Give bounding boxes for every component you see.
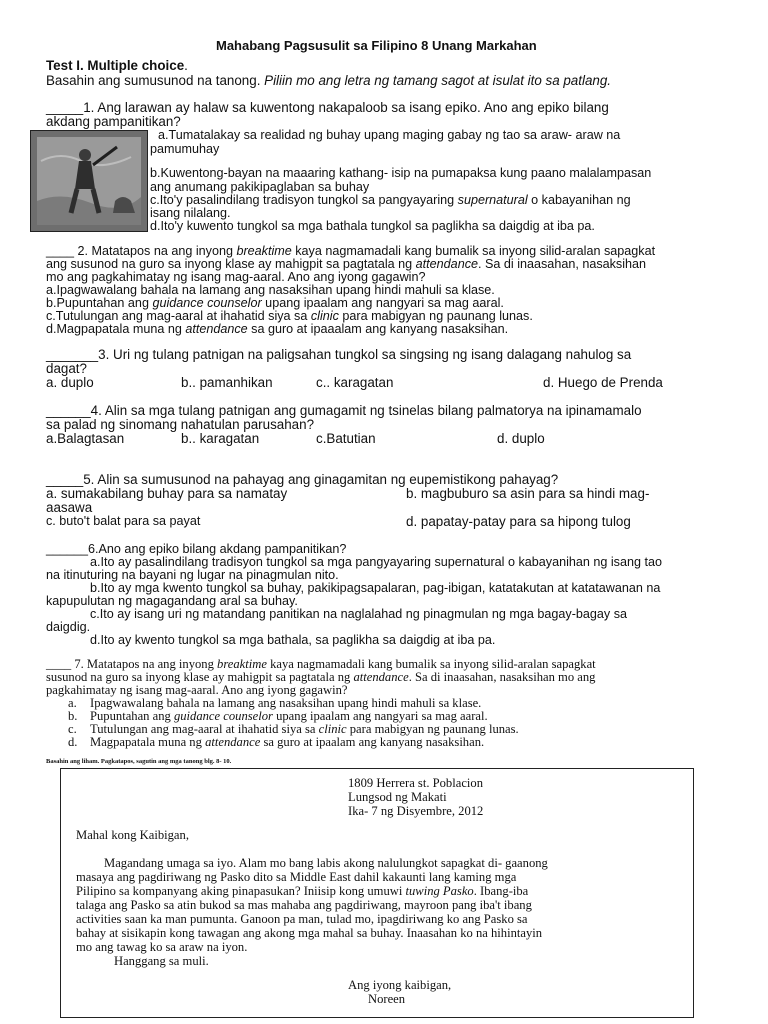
letter-signoff: Ang iyong kaibigan, xyxy=(348,978,452,992)
q2-stem-line1: ____ 2. Matatapos na ang inyong breaktime kaya nagmamadali kang bumalik sa inyong silid-aralan sapagkat xyxy=(46,244,656,258)
q1-option-a-line2: pamumuhay xyxy=(150,142,220,156)
q5-option-b-line2: aasawa xyxy=(46,500,93,515)
q5-option-a: a. sumakabilang buhay para sa namatay xyxy=(46,486,288,501)
q2-stem-line3: mo ang pagkahimatay ng isang mag-aaral. Ano ang iyong gagawin? xyxy=(46,270,426,284)
letter-greeting: Mahal kong Kaibigan, xyxy=(76,828,189,842)
q4-option-c: c.Batutian xyxy=(316,431,376,446)
q6-option-b-line1: b.Ito ay mga kwento tungkol sa buhay, pakikipagsapalaran, pag-ibigan, katatakutan at katatawanan na xyxy=(90,581,661,595)
letter-address-line2: Lungsod ng Makati xyxy=(348,790,447,804)
letter-instruction: Basahin ang liham. Pagkatapos, sagutin ang mga tanong blg. 8- 10. xyxy=(46,758,232,765)
page-title: Mahabang Pagsusulit sa Filipino 8 Unang Markahan xyxy=(216,38,537,53)
test-heading: Test I. Multiple choice. xyxy=(46,58,188,73)
letter-body-line1: Magandang umaga sa iyo. Alam mo bang labis akong nalulungkot sapagkat di- gaanong xyxy=(104,856,548,870)
q2-option-d: d.Magpapatala muna ng attendance sa guro at ipaaalam ang kanyang nasaksihan. xyxy=(46,322,509,336)
q7-stem-line2: susunod na guro sa inyong klase ay mahigpit sa pagtatala ng attendance. Sa di inaasahan, nasaksihan mo ang xyxy=(46,670,596,684)
q3-stem-line2: dagat? xyxy=(46,361,87,376)
q3-option-c: c.. karagatan xyxy=(316,375,394,390)
q6-option-a-line1: a.Ito ay pasalindilang tradisyon tungkol sa mga pangyayaring supernatural o kabayanihan ng isang tao xyxy=(90,555,663,569)
letter-body-line5: activities saan ka man pumunta. Ganoon pa man, tulad mo, ipagdiriwang ko ang Pasko sa xyxy=(76,912,528,926)
q6-option-d: d.Ito ay kwento tungkol sa mga bathala, sa paglikha sa daigdig at iba pa. xyxy=(90,633,496,647)
q7-option-d: d. Magpapatala muna ng attendance sa guro at ipaalam ang kanyang nasaksihan. xyxy=(68,735,485,749)
letter-body-line4: talaga ang Pasko sa atin bukod sa mas mahaba ang pagdiriwang, mayroon pang iba't ibang xyxy=(76,898,532,912)
letter-body-line6: bahay at sisikapin kong tawagan ang akong mga mahal sa buhay. Inaasahan ko na hihintayin xyxy=(76,926,543,940)
q7-option-c: c. Tutulungan ang mag-aaral at ihahatid siya sa clinic para mabigyan ng paunang lunas. xyxy=(68,722,519,736)
q1-option-c-line2: isang nilalang. xyxy=(150,206,231,220)
q6-stem: ______6.Ano ang epiko bilang akdang pampanitikan? xyxy=(46,542,347,556)
letter-body-line2: masaya ang pagdiriwang ng Pasko dito sa Middle East dahil kakaunti lang kaming mga xyxy=(76,870,517,884)
q6-option-c-line2: daigdig. xyxy=(46,620,91,634)
q5-option-d: d. papatay-patay para sa hipong tulog xyxy=(406,514,631,529)
letter-date: Ika- 7 ng Disyembre, 2012 xyxy=(348,804,484,818)
q3-option-a: a. duplo xyxy=(46,375,94,390)
q2-option-b: b.Pupuntahan ang guidance counselor upang ipaalam ang nangyari sa mag aaral. xyxy=(46,296,504,310)
letter-address-line1: 1809 Herrera st. Poblacion xyxy=(348,776,483,790)
q5-option-b-line1: b. magbuburo sa asin para sa hindi mag- xyxy=(406,486,650,501)
q3-option-b: b.. pamanhikan xyxy=(181,375,273,390)
q4-stem-line2: sa palad ng sinomang nahatulan parusahan? xyxy=(46,417,315,432)
q7-option-a: a. Ipagwawalang bahala na lamang ang nasaksihan upang hindi mahuli sa klase. xyxy=(68,696,482,710)
q6-option-b-line2: kapupulutan ng magagandang aral sa buhay. xyxy=(46,594,298,608)
letter-signature: Noreen xyxy=(368,992,406,1006)
q6-option-c-line1: c.Ito ay isang uri ng matandang panitikan na naglalahad ng pinagmulan ng mga bagay-bagay sa xyxy=(90,607,628,621)
q4-option-d: d. duplo xyxy=(497,431,545,446)
q4-stem-line1: ______4. Alin sa mga tulang patnigan ang gumagamit ng tsinelas bilang palmatorya na ipinamamalo xyxy=(46,403,642,418)
instructions: Basahin ang sumusunod na tanong. Piliin mo ang letra ng tamang sagot at isulat ito sa patlang. xyxy=(46,73,612,88)
letter-closing: Hanggang sa muli. xyxy=(114,954,209,968)
q2-option-a: a.Ipagwawalang bahala na lamang ang nasaksihan upang hindi mahuli sa klase. xyxy=(46,283,495,297)
q1-stem-line1: _____1. Ang larawan ay halaw sa kuwentong nakapaloob sa isang epiko. Ano ang epiko bilang xyxy=(46,100,609,115)
q7-option-b: b. Pupuntahan ang guidance counselor upang ipaalam ang nangyari sa mag aaral. xyxy=(68,709,488,723)
warrior-illustration-icon xyxy=(31,131,147,231)
q1-option-a-line1: a.Tumatalakay sa realidad ng buhay upang maging gabay ng tao sa araw- araw na xyxy=(158,128,621,142)
q1-stem-line2: akdang pampanitikan? xyxy=(46,114,181,129)
q1-option-b-line1: b.Kuwentong-bayan na maaaring kathang- isip na pumapaksa kung paano malalampasan xyxy=(150,166,652,180)
epic-illustration xyxy=(30,130,148,232)
q4-option-b: b.. karagatan xyxy=(181,431,260,446)
q5-option-c: c. buto't balat para sa payat xyxy=(46,514,201,528)
q3-stem-line1: _______3. Uri ng tulang patnigan na paligsahan tungkol sa singsing ng isang dalagang nahulog sa xyxy=(46,347,632,362)
q2-stem-line2: ang susunod na guro sa inyong klase ay mahigpit sa pagtatala ng attendance. Sa di inaasahan, nasaksihan xyxy=(46,257,647,271)
q1-option-b-line2: ang anumang pakikipaglaban sa buhay xyxy=(150,180,370,194)
q1-option-d: d.Ito'y kuwento tungkol sa mga bathala tungkol sa paglikha sa daigdig at iba pa. xyxy=(150,219,595,233)
q4-option-a: a.Balagtasan xyxy=(46,431,125,446)
q7-stem-line3: pagkahimatay ng isang mag-aaral. Ano ang iyong gagawin? xyxy=(46,683,348,697)
q2-option-c: c.Tutulungan ang mag-aaral at ihahatid siya sa clinic para mabigyan ng paunang lunas. xyxy=(46,309,533,323)
q3-option-d: d. Huego de Prenda xyxy=(543,375,663,390)
letter-body-line7: mo ang tawag ko sa araw na iyon. xyxy=(76,940,248,954)
q7-stem-line1: ____ 7. Matatapos na ang inyong breaktime kaya nagmamadali kang bumalik sa inyong silid-aralan sapagkat xyxy=(46,657,596,671)
letter-body-line3: Pilipino sa kompanyang aking pinapasukan? Iniisip kong umuwi tuwing Pasko. Ibang-iba xyxy=(76,884,529,898)
q6-option-a-line2: na itinuturing na bayani ng lugar na pinagmulan nito. xyxy=(46,568,339,582)
q5-stem: _____5. Alin sa sumusunod na pahayag ang ginagamitan ng eupemistikong pahayag? xyxy=(46,472,559,487)
q1-option-c-line1: c.Ito'y pasalindilang tradisyon tungkol sa pangyayaring supernatural o kabayanihan ng xyxy=(150,193,631,207)
